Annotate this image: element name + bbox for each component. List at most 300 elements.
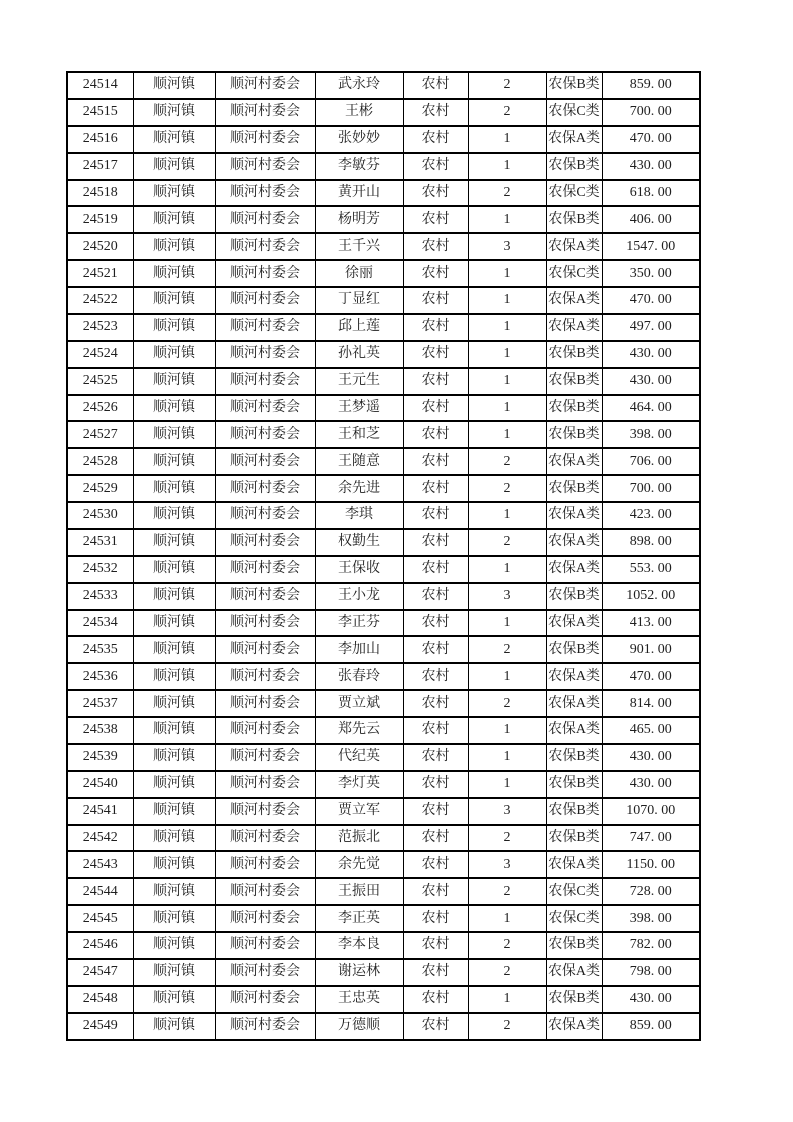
cell-town: 顺河镇 [133, 502, 215, 529]
cell-serial-number: 24516 [67, 126, 133, 153]
cell-amount: 406. 00 [602, 206, 700, 233]
table-row [67, 744, 700, 771]
cell-amount: 782. 00 [602, 932, 700, 959]
cell-village-committee: 顺河村委会 [215, 314, 315, 341]
cell-serial-number: 24539 [67, 744, 133, 771]
cell-amount: 398. 00 [602, 905, 700, 932]
cell-serial-number: 24538 [67, 717, 133, 744]
cell-town: 顺河镇 [133, 153, 215, 180]
cell-serial-number: 24525 [67, 368, 133, 395]
cell-village-committee: 顺河村委会 [215, 583, 315, 610]
cell-amount: 1547. 00 [602, 233, 700, 260]
cell-person-count: 1 [468, 341, 546, 368]
cell-village-committee: 顺河村委会 [215, 717, 315, 744]
cell-serial-number: 24544 [67, 878, 133, 905]
cell-serial-number: 24536 [67, 663, 133, 690]
cell-amount: 430. 00 [602, 341, 700, 368]
cell-serial-number: 24527 [67, 421, 133, 448]
cell-person-name: 贾立斌 [315, 690, 403, 717]
cell-town: 顺河镇 [133, 717, 215, 744]
table-row [67, 610, 700, 637]
cell-residence-type: 农村 [403, 72, 468, 99]
cell-person-count: 2 [468, 448, 546, 475]
cell-person-count: 1 [468, 717, 546, 744]
cell-village-committee: 顺河村委会 [215, 636, 315, 663]
cell-person-count: 2 [468, 636, 546, 663]
table-row [67, 395, 700, 422]
cell-residence-type: 农村 [403, 475, 468, 502]
cell-residence-type: 农村 [403, 986, 468, 1013]
cell-person-count: 3 [468, 851, 546, 878]
cell-insurance-category: 农保B类 [546, 341, 602, 368]
table-row [67, 341, 700, 368]
cell-insurance-category: 农保C类 [546, 99, 602, 126]
cell-village-committee: 顺河村委会 [215, 368, 315, 395]
cell-person-name: 余先进 [315, 475, 403, 502]
cell-person-count: 2 [468, 99, 546, 126]
cell-serial-number: 24534 [67, 610, 133, 637]
table-row [67, 905, 700, 932]
cell-amount: 430. 00 [602, 744, 700, 771]
cell-residence-type: 农村 [403, 798, 468, 825]
cell-village-committee: 顺河村委会 [215, 771, 315, 798]
cell-residence-type: 农村 [403, 932, 468, 959]
cell-insurance-category: 农保C类 [546, 180, 602, 207]
cell-residence-type: 农村 [403, 690, 468, 717]
cell-person-name: 武永玲 [315, 72, 403, 99]
cell-insurance-category: 农保B类 [546, 932, 602, 959]
table-row [67, 986, 700, 1013]
cell-person-name: 李正芬 [315, 610, 403, 637]
cell-residence-type: 农村 [403, 636, 468, 663]
cell-village-committee: 顺河村委会 [215, 986, 315, 1013]
cell-insurance-category: 农保B类 [546, 798, 602, 825]
cell-person-name: 王保收 [315, 556, 403, 583]
cell-person-name: 万德顺 [315, 1013, 403, 1040]
cell-residence-type: 农村 [403, 421, 468, 448]
cell-residence-type: 农村 [403, 771, 468, 798]
cell-serial-number: 24521 [67, 260, 133, 287]
cell-village-committee: 顺河村委会 [215, 798, 315, 825]
cell-village-committee: 顺河村委会 [215, 878, 315, 905]
cell-amount: 618. 00 [602, 180, 700, 207]
cell-insurance-category: 农保B类 [546, 744, 602, 771]
cell-town: 顺河镇 [133, 690, 215, 717]
cell-serial-number: 24514 [67, 72, 133, 99]
cell-person-name: 黄开山 [315, 180, 403, 207]
cell-insurance-category: 农保A类 [546, 959, 602, 986]
cell-town: 顺河镇 [133, 878, 215, 905]
cell-town: 顺河镇 [133, 663, 215, 690]
table-row [67, 72, 700, 99]
cell-person-name: 徐丽 [315, 260, 403, 287]
table-row [67, 475, 700, 502]
cell-serial-number: 24528 [67, 448, 133, 475]
cell-village-committee: 顺河村委会 [215, 959, 315, 986]
cell-residence-type: 农村 [403, 126, 468, 153]
cell-residence-type: 农村 [403, 341, 468, 368]
cell-person-name: 李正英 [315, 905, 403, 932]
cell-person-count: 2 [468, 475, 546, 502]
cell-amount: 814. 00 [602, 690, 700, 717]
cell-serial-number: 24547 [67, 959, 133, 986]
cell-person-count: 1 [468, 421, 546, 448]
cell-insurance-category: 农保B类 [546, 153, 602, 180]
cell-town: 顺河镇 [133, 72, 215, 99]
cell-serial-number: 24518 [67, 180, 133, 207]
table-row [67, 717, 700, 744]
cell-town: 顺河镇 [133, 1013, 215, 1040]
cell-residence-type: 农村 [403, 448, 468, 475]
cell-insurance-category: 农保C类 [546, 905, 602, 932]
cell-insurance-category: 农保A类 [546, 502, 602, 529]
cell-person-name: 王随意 [315, 448, 403, 475]
cell-person-count: 1 [468, 502, 546, 529]
cell-person-name: 邱上莲 [315, 314, 403, 341]
cell-person-name: 张春玲 [315, 663, 403, 690]
cell-town: 顺河镇 [133, 744, 215, 771]
cell-person-name: 张妙妙 [315, 126, 403, 153]
cell-amount: 423. 00 [602, 502, 700, 529]
cell-person-name: 王振田 [315, 878, 403, 905]
cell-town: 顺河镇 [133, 448, 215, 475]
cell-town: 顺河镇 [133, 126, 215, 153]
cell-residence-type: 农村 [403, 663, 468, 690]
table-row [67, 287, 700, 314]
cell-town: 顺河镇 [133, 771, 215, 798]
cell-serial-number: 24548 [67, 986, 133, 1013]
cell-insurance-category: 农保B类 [546, 771, 602, 798]
cell-residence-type: 农村 [403, 287, 468, 314]
cell-insurance-category: 农保A类 [546, 851, 602, 878]
cell-village-committee: 顺河村委会 [215, 825, 315, 852]
cell-person-name: 王忠英 [315, 986, 403, 1013]
cell-serial-number: 24535 [67, 636, 133, 663]
table-row [67, 153, 700, 180]
table-row [67, 878, 700, 905]
cell-serial-number: 24540 [67, 771, 133, 798]
cell-person-count: 2 [468, 825, 546, 852]
table-row [67, 663, 700, 690]
cell-town: 顺河镇 [133, 905, 215, 932]
table-row [67, 99, 700, 126]
cell-amount: 700. 00 [602, 99, 700, 126]
cell-person-count: 2 [468, 529, 546, 556]
cell-amount: 497. 00 [602, 314, 700, 341]
cell-amount: 465. 00 [602, 717, 700, 744]
cell-insurance-category: 农保A类 [546, 610, 602, 637]
cell-residence-type: 农村 [403, 153, 468, 180]
cell-town: 顺河镇 [133, 233, 215, 260]
cell-town: 顺河镇 [133, 932, 215, 959]
cell-town: 顺河镇 [133, 99, 215, 126]
cell-amount: 470. 00 [602, 287, 700, 314]
cell-insurance-category: 农保A类 [546, 448, 602, 475]
cell-person-count: 1 [468, 556, 546, 583]
table-row [67, 233, 700, 260]
cell-town: 顺河镇 [133, 314, 215, 341]
table-row [67, 448, 700, 475]
table-row [67, 932, 700, 959]
cell-town: 顺河镇 [133, 556, 215, 583]
cell-amount: 350. 00 [602, 260, 700, 287]
cell-amount: 464. 00 [602, 395, 700, 422]
cell-person-name: 权勤生 [315, 529, 403, 556]
cell-residence-type: 农村 [403, 99, 468, 126]
table-body [67, 72, 700, 1040]
cell-town: 顺河镇 [133, 798, 215, 825]
cell-person-count: 3 [468, 233, 546, 260]
cell-serial-number: 24529 [67, 475, 133, 502]
cell-residence-type: 农村 [403, 825, 468, 852]
cell-person-name: 丁显红 [315, 287, 403, 314]
cell-serial-number: 24522 [67, 287, 133, 314]
table-row [67, 798, 700, 825]
cell-person-count: 1 [468, 663, 546, 690]
cell-village-committee: 顺河村委会 [215, 180, 315, 207]
table-row [67, 314, 700, 341]
cell-village-committee: 顺河村委会 [215, 99, 315, 126]
table-row [67, 126, 700, 153]
cell-town: 顺河镇 [133, 610, 215, 637]
cell-person-count: 2 [468, 180, 546, 207]
cell-town: 顺河镇 [133, 986, 215, 1013]
cell-person-count: 2 [468, 959, 546, 986]
cell-village-committee: 顺河村委会 [215, 690, 315, 717]
cell-residence-type: 农村 [403, 851, 468, 878]
cell-person-name: 李加山 [315, 636, 403, 663]
cell-residence-type: 农村 [403, 395, 468, 422]
cell-amount: 398. 00 [602, 421, 700, 448]
cell-residence-type: 农村 [403, 206, 468, 233]
cell-amount: 470. 00 [602, 126, 700, 153]
table-row [67, 851, 700, 878]
cell-town: 顺河镇 [133, 583, 215, 610]
cell-person-name: 王梦遥 [315, 395, 403, 422]
cell-amount: 859. 00 [602, 72, 700, 99]
cell-person-name: 贾立军 [315, 798, 403, 825]
table-row [67, 206, 700, 233]
cell-serial-number: 24526 [67, 395, 133, 422]
cell-amount: 798. 00 [602, 959, 700, 986]
cell-person-count: 1 [468, 744, 546, 771]
table-row [67, 825, 700, 852]
cell-residence-type: 农村 [403, 368, 468, 395]
cell-village-committee: 顺河村委会 [215, 1013, 315, 1040]
cell-person-name: 李琪 [315, 502, 403, 529]
cell-village-committee: 顺河村委会 [215, 341, 315, 368]
table-row [67, 502, 700, 529]
cell-town: 顺河镇 [133, 180, 215, 207]
cell-village-committee: 顺河村委会 [215, 851, 315, 878]
cell-town: 顺河镇 [133, 851, 215, 878]
cell-village-committee: 顺河村委会 [215, 126, 315, 153]
cell-residence-type: 农村 [403, 502, 468, 529]
cell-insurance-category: 农保B类 [546, 206, 602, 233]
cell-residence-type: 农村 [403, 180, 468, 207]
cell-town: 顺河镇 [133, 260, 215, 287]
cell-insurance-category: 农保B类 [546, 636, 602, 663]
cell-residence-type: 农村 [403, 260, 468, 287]
cell-person-name: 李敏芬 [315, 153, 403, 180]
cell-person-name: 王元生 [315, 368, 403, 395]
cell-person-name: 杨明芳 [315, 206, 403, 233]
cell-amount: 859. 00 [602, 1013, 700, 1040]
cell-person-name: 范振北 [315, 825, 403, 852]
cell-village-committee: 顺河村委会 [215, 260, 315, 287]
cell-person-count: 2 [468, 932, 546, 959]
cell-town: 顺河镇 [133, 825, 215, 852]
cell-residence-type: 农村 [403, 583, 468, 610]
cell-residence-type: 农村 [403, 744, 468, 771]
cell-serial-number: 24531 [67, 529, 133, 556]
cell-insurance-category: 农保A类 [546, 287, 602, 314]
cell-person-count: 1 [468, 153, 546, 180]
cell-insurance-category: 农保C类 [546, 260, 602, 287]
cell-insurance-category: 农保B类 [546, 825, 602, 852]
cell-insurance-category: 农保A类 [546, 529, 602, 556]
cell-insurance-category: 农保C类 [546, 878, 602, 905]
cell-serial-number: 24546 [67, 932, 133, 959]
table-row [67, 1013, 700, 1040]
cell-amount: 747. 00 [602, 825, 700, 852]
cell-serial-number: 24520 [67, 233, 133, 260]
cell-person-count: 3 [468, 583, 546, 610]
cell-serial-number: 24543 [67, 851, 133, 878]
cell-insurance-category: 农保A类 [546, 1013, 602, 1040]
cell-person-count: 2 [468, 72, 546, 99]
cell-person-name: 郑先云 [315, 717, 403, 744]
cell-person-count: 1 [468, 986, 546, 1013]
cell-person-count: 1 [468, 771, 546, 798]
benefit-roster-table [66, 71, 701, 1041]
table-row [67, 771, 700, 798]
cell-serial-number: 24549 [67, 1013, 133, 1040]
table-row [67, 636, 700, 663]
cell-residence-type: 农村 [403, 1013, 468, 1040]
cell-amount: 470. 00 [602, 663, 700, 690]
cell-town: 顺河镇 [133, 529, 215, 556]
table-row [67, 180, 700, 207]
cell-amount: 700. 00 [602, 475, 700, 502]
cell-insurance-category: 农保B类 [546, 986, 602, 1013]
cell-residence-type: 农村 [403, 905, 468, 932]
cell-insurance-category: 农保B类 [546, 421, 602, 448]
cell-village-committee: 顺河村委会 [215, 72, 315, 99]
cell-residence-type: 农村 [403, 610, 468, 637]
cell-residence-type: 农村 [403, 529, 468, 556]
cell-village-committee: 顺河村委会 [215, 663, 315, 690]
cell-person-count: 1 [468, 368, 546, 395]
table-row [67, 368, 700, 395]
cell-village-committee: 顺河村委会 [215, 744, 315, 771]
cell-person-name: 李灯英 [315, 771, 403, 798]
cell-serial-number: 24542 [67, 825, 133, 852]
cell-village-committee: 顺河村委会 [215, 905, 315, 932]
cell-amount: 728. 00 [602, 878, 700, 905]
cell-village-committee: 顺河村委会 [215, 529, 315, 556]
cell-insurance-category: 农保A类 [546, 717, 602, 744]
cell-village-committee: 顺河村委会 [215, 233, 315, 260]
cell-insurance-category: 农保B类 [546, 72, 602, 99]
cell-town: 顺河镇 [133, 636, 215, 663]
table-row [67, 421, 700, 448]
cell-serial-number: 24532 [67, 556, 133, 583]
cell-amount: 706. 00 [602, 448, 700, 475]
cell-amount: 430. 00 [602, 771, 700, 798]
cell-person-name: 李本良 [315, 932, 403, 959]
cell-person-count: 3 [468, 798, 546, 825]
cell-town: 顺河镇 [133, 287, 215, 314]
cell-village-committee: 顺河村委会 [215, 502, 315, 529]
cell-serial-number: 24541 [67, 798, 133, 825]
cell-village-committee: 顺河村委会 [215, 395, 315, 422]
cell-amount: 898. 00 [602, 529, 700, 556]
cell-person-count: 1 [468, 260, 546, 287]
cell-serial-number: 24537 [67, 690, 133, 717]
cell-amount: 430. 00 [602, 368, 700, 395]
cell-town: 顺河镇 [133, 341, 215, 368]
cell-person-name: 王千兴 [315, 233, 403, 260]
cell-village-committee: 顺河村委会 [215, 448, 315, 475]
cell-serial-number: 24517 [67, 153, 133, 180]
cell-person-name: 谢运林 [315, 959, 403, 986]
cell-village-committee: 顺河村委会 [215, 153, 315, 180]
cell-person-count: 1 [468, 905, 546, 932]
cell-amount: 1150. 00 [602, 851, 700, 878]
cell-insurance-category: 农保B类 [546, 368, 602, 395]
cell-insurance-category: 农保B类 [546, 395, 602, 422]
cell-residence-type: 农村 [403, 717, 468, 744]
cell-person-count: 2 [468, 878, 546, 905]
cell-town: 顺河镇 [133, 395, 215, 422]
cell-village-committee: 顺河村委会 [215, 475, 315, 502]
cell-village-committee: 顺河村委会 [215, 206, 315, 233]
cell-residence-type: 农村 [403, 556, 468, 583]
cell-residence-type: 农村 [403, 959, 468, 986]
cell-serial-number: 24533 [67, 583, 133, 610]
table-row [67, 583, 700, 610]
cell-insurance-category: 农保A类 [546, 126, 602, 153]
cell-person-count: 2 [468, 1013, 546, 1040]
cell-person-count: 2 [468, 690, 546, 717]
cell-town: 顺河镇 [133, 368, 215, 395]
cell-village-committee: 顺河村委会 [215, 421, 315, 448]
cell-insurance-category: 农保B类 [546, 583, 602, 610]
cell-residence-type: 农村 [403, 314, 468, 341]
cell-serial-number: 24530 [67, 502, 133, 529]
cell-person-name: 王彬 [315, 99, 403, 126]
cell-town: 顺河镇 [133, 206, 215, 233]
cell-insurance-category: 农保B类 [546, 475, 602, 502]
cell-serial-number: 24519 [67, 206, 133, 233]
cell-person-count: 1 [468, 287, 546, 314]
table-row [67, 260, 700, 287]
cell-town: 顺河镇 [133, 959, 215, 986]
cell-person-count: 1 [468, 395, 546, 422]
cell-insurance-category: 农保A类 [546, 663, 602, 690]
cell-person-name: 王和芝 [315, 421, 403, 448]
cell-amount: 1052. 00 [602, 583, 700, 610]
table-row [67, 959, 700, 986]
table-row [67, 556, 700, 583]
cell-residence-type: 农村 [403, 878, 468, 905]
cell-village-committee: 顺河村委会 [215, 610, 315, 637]
table-row [67, 529, 700, 556]
cell-amount: 1070. 00 [602, 798, 700, 825]
cell-insurance-category: 农保A类 [546, 556, 602, 583]
cell-village-committee: 顺河村委会 [215, 556, 315, 583]
